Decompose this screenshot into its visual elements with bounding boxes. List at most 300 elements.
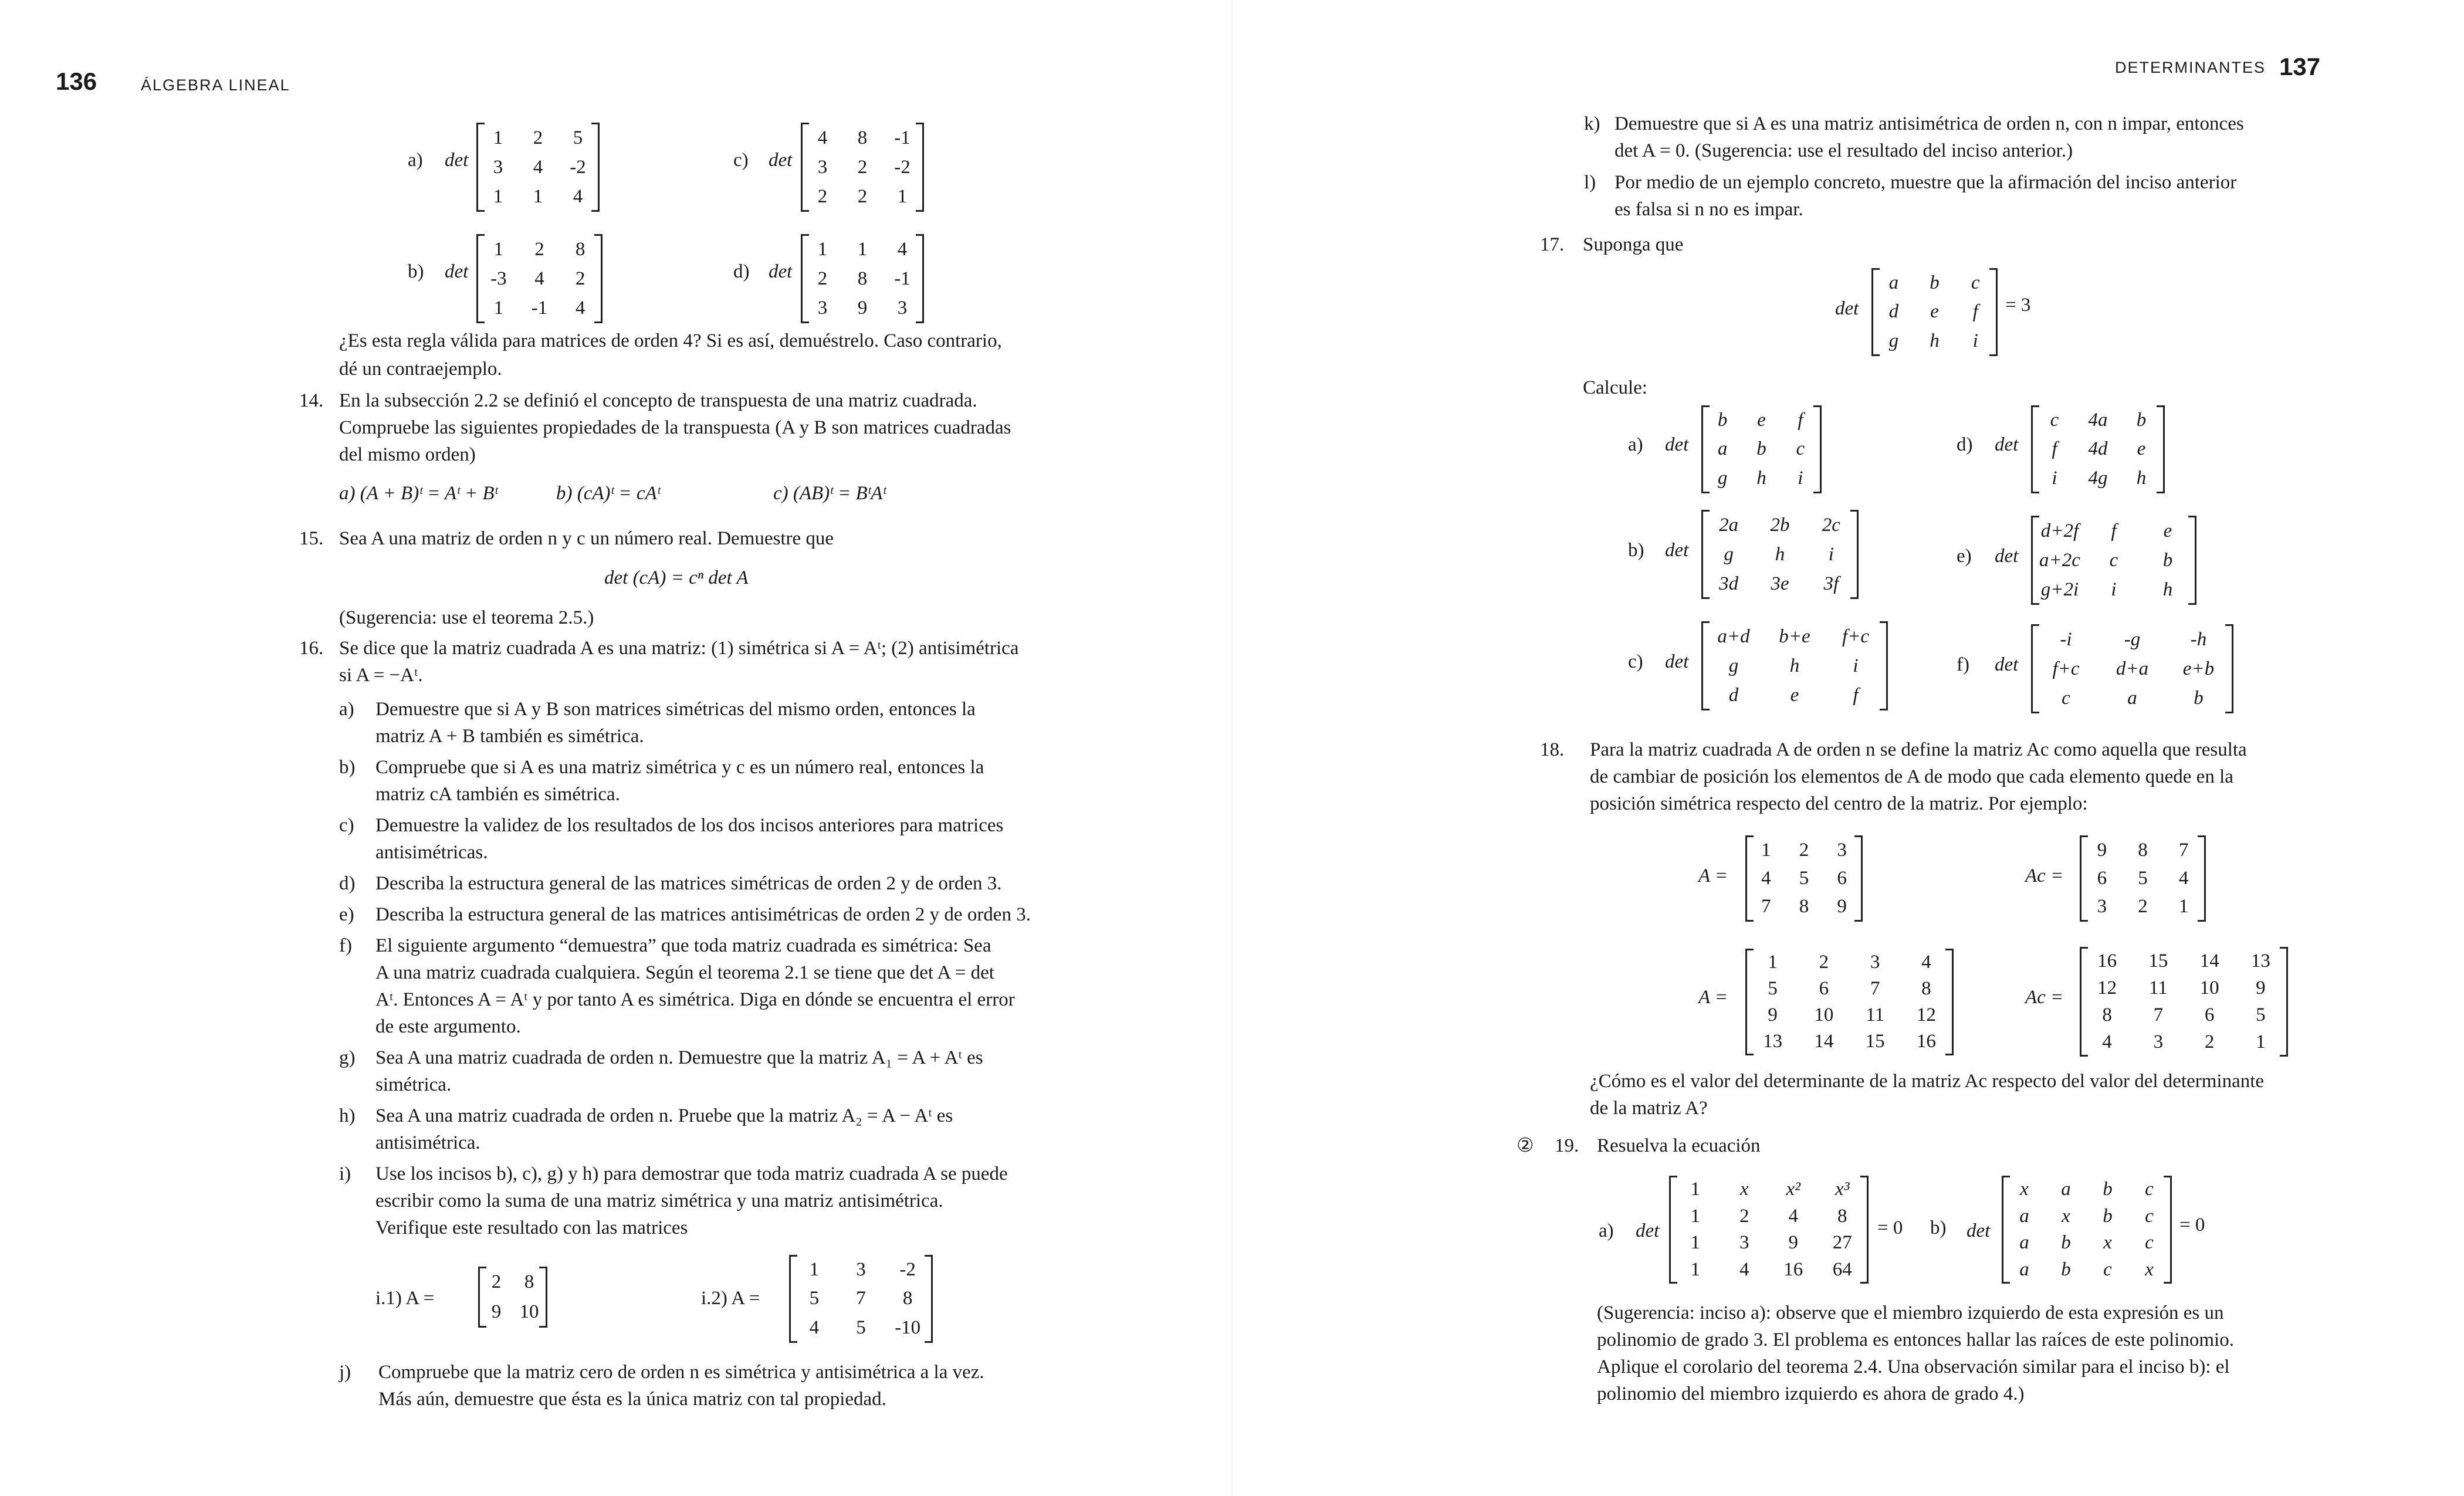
ex17b-matrix — [1701, 510, 1859, 598]
ex13b-matrix — [476, 235, 603, 323]
ex16l-label: l) — [1584, 172, 1596, 193]
ex19a-matrix — [1669, 1176, 1869, 1283]
ex17d-det: det — [1995, 434, 2019, 455]
ex18-A3-matrix — [1745, 836, 1863, 921]
matrix-cell: d+2f — [2040, 520, 2079, 541]
matrix-cell: 16 — [2097, 950, 2117, 972]
bracket-corner — [789, 1255, 797, 1257]
ex13a-label: a) — [408, 150, 423, 171]
ex16-item-line: escribir como la suma de una matriz simétrica y una matriz antisimétrica. — [375, 1190, 943, 1211]
matrix-cell: 2 — [575, 268, 585, 289]
matrix-cell: e — [1790, 684, 1799, 706]
matrix-cell: a+d — [1717, 625, 1750, 647]
bracket-corner — [1871, 354, 1880, 356]
ex16-item-line: Sea A una matriz cuadrada de orden n. Pruebe que la matriz A₂ = A − Aᵗ es — [375, 1105, 953, 1126]
bracket-corner — [1813, 405, 1822, 407]
matrix-cell: 13 — [1763, 1031, 1783, 1052]
bracket-corner — [1701, 709, 1710, 710]
matrix-cell: e — [2163, 520, 2172, 541]
ex13a-det: det — [445, 150, 469, 171]
left-running-head: ÁLGEBRA LINEAL — [141, 76, 290, 94]
bracket-corner — [2031, 516, 2039, 517]
matrix-cell: 3 — [1837, 839, 1847, 861]
ex18-line3: posición simétrica respecto del centro de la matriz. Por ejemplo: — [1590, 793, 2088, 814]
ex16-item-line: Verifique este resultado con las matrices — [375, 1217, 688, 1238]
matrix-cell: b — [2061, 1232, 2071, 1254]
matrix-cell: g — [1717, 467, 1728, 489]
left-page-number: 136 — [56, 67, 97, 95]
ex13d-matrix — [801, 235, 924, 323]
ex14-property-c: c) (AB)ᵗ = BᵗAᵗ — [773, 483, 886, 504]
bracket-corner — [801, 123, 809, 124]
bracket-corner — [1854, 920, 1863, 922]
bracket-corner — [591, 123, 600, 124]
ex17a-matrix — [1701, 406, 1822, 493]
matrix-cell: 4 — [817, 127, 828, 148]
bracket-corner — [1854, 835, 1863, 837]
matrix-cell: 3 — [493, 156, 503, 178]
matrix-cell: 10 — [2199, 977, 2219, 999]
ex16-number: 16. — [299, 638, 324, 659]
ex17f-matrix — [2031, 625, 2233, 713]
matrix-cell: 27 — [1832, 1232, 1852, 1254]
bracket-corner — [1701, 492, 1710, 493]
matrix-cell: a — [2019, 1232, 2029, 1254]
bracket-corner — [2164, 1282, 2172, 1284]
matrix-cell: 14 — [2199, 950, 2219, 972]
bracket-corner — [476, 210, 485, 212]
matrix-cell: 6 — [1819, 978, 1829, 999]
ex19-intro: Resuelva la ecuación — [1597, 1135, 1761, 1156]
matrix-cell: 8 — [902, 1288, 913, 1309]
bracket-corner — [478, 1326, 486, 1328]
matrix-cell: x — [2020, 1179, 2029, 1200]
ex16-item-label: a) — [339, 699, 354, 720]
matrix-cell: 1 — [817, 238, 828, 260]
ex16-item-line: Demuestre que si A y B son matrices simétricas del mismo orden, entonces la — [375, 699, 976, 720]
matrix-cell: 4 — [2102, 1031, 2112, 1053]
matrix-cell: 7 — [1870, 978, 1880, 999]
matrix-cell: f — [1798, 409, 1803, 431]
matrix-cell: 9 — [1768, 1004, 1778, 1025]
matrix-cell: -i — [2060, 628, 2072, 650]
matrix-cell: -1 — [894, 127, 911, 148]
matrix-cell: -3 — [490, 268, 507, 289]
matrix-cell: c — [2062, 687, 2070, 709]
ex18-question-line1: ¿Cómo es el valor del determinante de la matriz Ac respecto del valor del determinante — [1590, 1071, 2265, 1092]
ex13d-det: det — [769, 261, 793, 282]
bracket-corner — [2157, 492, 2165, 493]
ex13a-matrix — [476, 123, 600, 211]
bracket-corner — [2280, 1055, 2288, 1057]
ex19-hint-line1: (Sugerencia: inciso a): observe que el miembro izquierdo de esta expresión es un — [1597, 1302, 2224, 1324]
matrix-cell: i — [1828, 543, 1834, 565]
matrix-cell: 10 — [1814, 1004, 1834, 1025]
ex13c-matrix — [801, 123, 924, 211]
ex16-i2-matrix — [789, 1255, 933, 1342]
matrix-cell: i — [1853, 655, 1859, 676]
ex17a-det: det — [1665, 434, 1689, 455]
matrix-cell: e — [1930, 301, 1939, 323]
bracket-corner — [2080, 1055, 2088, 1057]
ex16-i1-matrix — [478, 1267, 547, 1327]
bracket-corner — [2198, 920, 2206, 922]
matrix-cell: 1 — [493, 185, 503, 207]
ex17d-label: d) — [1957, 434, 1973, 455]
ex16-j-label: j) — [339, 1362, 351, 1383]
bracket-corner — [2188, 603, 2196, 605]
matrix-cell: 1 — [1761, 839, 1771, 861]
bracket-corner — [2031, 712, 2039, 713]
matrix-cell: 1 — [897, 185, 908, 207]
matrix-cell: 16 — [1783, 1258, 1803, 1280]
matrix-cell: a — [2019, 1205, 2029, 1227]
ex13-question-line1: ¿Es esta regla válida para matrices de orden 4? Si es así, demuéstrelo. Caso contrario, — [339, 330, 1002, 351]
ex18-line1: Para la matriz cuadrada A de orden n se define la matriz Ac como aquella que resulta — [1590, 739, 2247, 760]
matrix-cell: b — [2194, 687, 2204, 709]
matrix-cell: 8 — [1837, 1205, 1847, 1227]
bracket-corner — [2080, 835, 2088, 837]
ex17b-label: b) — [1628, 540, 1644, 561]
page-gutter — [1232, 0, 1233, 1496]
matrix-cell: d — [1728, 684, 1739, 706]
matrix-cell: 7 — [2153, 1004, 2164, 1026]
matrix-cell: x³ — [1835, 1179, 1850, 1200]
matrix-cell: 12 — [1916, 1004, 1936, 1025]
ex19b-det: det — [1967, 1220, 1991, 1241]
matrix-cell: 3 — [897, 297, 908, 319]
ex16-item-label: d) — [339, 873, 356, 894]
matrix-cell: h — [1930, 330, 1940, 351]
ex17-given-det: det — [1835, 298, 1859, 319]
bracket-corner — [2031, 405, 2039, 407]
ex16-item-line: antisimétrica. — [375, 1132, 480, 1153]
bracket-corner — [925, 1341, 933, 1343]
matrix-cell: b — [2103, 1205, 2113, 1227]
ex14-line2: Compruebe las siguientes propiedades de la transpuesta (A y B son matrices cuadradas — [339, 417, 1011, 438]
bracket-corner — [916, 321, 924, 323]
matrix-cell: 9 — [491, 1301, 502, 1322]
matrix-cell: g+2i — [2040, 578, 2079, 600]
ex16-item-label: g) — [339, 1047, 356, 1068]
ex16k-line1: Demuestre que si A es una matriz antisimétrica de orden n, con n impar, entonces — [1615, 113, 2244, 134]
ex16-item-line: matriz A + B también es simétrica. — [375, 726, 644, 747]
ex16-item-line: El siguiente argumento “demuestra” que toda matriz cuadrada es simétrica: Sea — [375, 935, 991, 956]
bracket-corner — [1745, 920, 1754, 922]
matrix-cell: x — [2145, 1258, 2154, 1280]
matrix-cell: c — [2145, 1205, 2154, 1227]
matrix-cell: 1 — [493, 238, 504, 260]
ex14-line3: del mismo orden) — [339, 444, 476, 465]
ex16-j-line1: Compruebe que la matriz cero de orden n es simétrica y antisimétrica a la vez. — [378, 1362, 984, 1383]
ex16k-line2: det A = 0. (Sugerencia: use el resultado del inciso anterior.) — [1615, 140, 2073, 161]
matrix-cell: 16 — [1916, 1031, 1936, 1052]
matrix-cell: 1 — [2178, 896, 2189, 918]
matrix-cell: x — [1739, 1179, 1749, 1200]
ex16-line2: si A = −Aᵗ. — [339, 665, 423, 686]
bracket-corner — [2031, 492, 2039, 493]
matrix-cell: 5 — [2138, 867, 2148, 889]
bracket-corner — [1860, 1282, 1869, 1284]
right-page-number: 137 — [2279, 53, 2321, 80]
matrix-cell: c — [1971, 272, 1980, 294]
matrix-cell: 7 — [2178, 839, 2189, 861]
matrix-cell: x² — [1786, 1179, 1801, 1200]
matrix-cell: 8 — [857, 127, 868, 148]
bracket-corner — [2164, 1176, 2172, 1177]
matrix-cell: 4a — [2088, 409, 2108, 431]
ex13c-label: c) — [733, 150, 749, 171]
matrix-cell: 4 — [2178, 867, 2189, 889]
ex16-j-line2: Más aún, demuestre que ésta es la única matriz con tal propiedad. — [378, 1389, 886, 1410]
matrix-cell: i — [1972, 330, 1978, 351]
matrix-cell: 9 — [2256, 977, 2266, 999]
matrix-cell: -h — [2190, 628, 2207, 650]
matrix-cell: a — [2019, 1258, 2029, 1280]
ex14-line1: En la subsección 2.2 se definió el concepto de transpuesta de una matriz cuadrada. — [339, 390, 977, 411]
matrix-cell: -2 — [899, 1259, 916, 1281]
ex17e-det: det — [1995, 546, 2019, 567]
ex13d-label: d) — [733, 261, 750, 282]
matrix-cell: 2 — [534, 238, 544, 260]
matrix-cell: -10 — [895, 1316, 921, 1338]
bracket-corner — [1945, 949, 1954, 950]
bracket-corner — [539, 1326, 547, 1328]
matrix-cell: 4g — [2088, 467, 2108, 489]
matrix-cell: a — [1888, 272, 1899, 294]
ex16-item-line: antisimétricas. — [375, 842, 488, 863]
bracket-corner — [2080, 920, 2088, 922]
ex15-formula: det (cA) = cⁿ det A — [604, 567, 749, 588]
ex16-item-line: Use los incisos b), c), g) y h) para demostrar que toda matriz cuadrada A se puede — [375, 1163, 1008, 1184]
ex19-hint-line4: polinomio del miembro izquierdo es ahora de grado 4.) — [1597, 1383, 2025, 1404]
ex16-item-line: Sea A una matriz cuadrada de orden n. Demuestre que la matriz A₁ = A + Aᵗ es — [375, 1047, 983, 1068]
ex17-given-equals: = 3 — [2005, 295, 2031, 316]
ex17f-label: f) — [1957, 654, 1969, 675]
matrix-cell: 5 — [1768, 978, 1778, 999]
matrix-cell: -1 — [531, 297, 548, 319]
ex16-item-label: e) — [339, 904, 354, 925]
matrix-cell: 1 — [857, 238, 868, 260]
ex17c-det: det — [1665, 651, 1689, 672]
matrix-cell: e+b — [2182, 658, 2215, 679]
bracket-corner — [539, 1267, 547, 1268]
matrix-cell: 4 — [1761, 867, 1771, 889]
ex18-A4-matrix — [1745, 949, 1954, 1055]
matrix-cell: 2 — [817, 185, 828, 207]
bracket-corner — [1745, 1054, 1754, 1055]
ex16-item-line: Describa la estructura general de las matrices simétricas de orden 2 y de orden 3. — [375, 873, 1002, 894]
matrix-cell: 1 — [2256, 1031, 2266, 1053]
bracket-corner — [1945, 1054, 1954, 1055]
matrix-cell: c — [2103, 1258, 2112, 1280]
matrix-cell: -g — [2124, 628, 2141, 650]
matrix-cell: x — [2103, 1232, 2112, 1254]
ex16-i1-label: i.1) A = — [375, 1288, 435, 1309]
matrix-cell: 10 — [519, 1301, 539, 1322]
matrix-cell: 3 — [817, 297, 828, 319]
matrix-cell: 1 — [1690, 1205, 1700, 1227]
ex18-A4-label: A = — [1698, 987, 1728, 1008]
matrix-cell: 9 — [857, 297, 868, 319]
matrix-cell: 12 — [2097, 977, 2117, 999]
matrix-cell: g — [1888, 330, 1899, 351]
ex16-item-line: matriz cA también es simétrica. — [375, 784, 620, 805]
matrix-cell: c — [2109, 549, 2118, 571]
matrix-cell: 14 — [1814, 1031, 1834, 1052]
ex13b-label: b) — [408, 261, 424, 282]
bracket-corner — [1745, 949, 1754, 950]
matrix-cell: 6 — [1837, 867, 1847, 889]
matrix-cell: 5 — [2256, 1004, 2266, 1026]
bracket-corner — [1880, 709, 1888, 710]
ex16-item-line: Aᵗ. Entonces A = Aᵗ y por tanto A es simétrica. Diga en dónde se encuentra el error — [375, 989, 1015, 1010]
bracket-corner — [2198, 835, 2206, 837]
ex15-number: 15. — [299, 528, 324, 549]
matrix-cell: f — [2111, 520, 2117, 541]
matrix-cell: e — [2137, 438, 2146, 460]
ex16-item-line: simétrica. — [375, 1074, 452, 1095]
ex18-Ac4-label: Ac = — [2025, 987, 2064, 1008]
bracket-corner — [2188, 516, 2196, 517]
matrix-cell: 2 — [1819, 952, 1829, 973]
ex16-item-label: f) — [339, 935, 352, 956]
ex13b-det: det — [445, 261, 469, 282]
matrix-cell: 4 — [1921, 952, 1931, 973]
ex16-line1: Se dice que la matriz cuadrada A es una matriz: (1) simétrica si A = Aᵗ; (2) antisimétrica — [339, 638, 1019, 659]
matrix-cell: f+c — [2052, 658, 2080, 679]
bracket-corner — [1871, 268, 1880, 270]
bracket-corner — [2002, 1282, 2010, 1284]
ex17-calc: Calcule: — [1583, 377, 1647, 398]
matrix-cell: b — [2136, 409, 2147, 431]
ex18-line2: de cambiar de posición los elementos de A de modo que cada elemento quede en la — [1590, 766, 2233, 787]
matrix-cell: 8 — [2102, 1004, 2112, 1026]
matrix-cell: a+2c — [2039, 549, 2080, 571]
ex17a-label: a) — [1628, 434, 1643, 455]
matrix-cell: 2 — [533, 127, 543, 148]
matrix-cell: 2 — [1799, 839, 1809, 861]
matrix-cell: h — [2162, 578, 2173, 600]
matrix-cell: d+a — [2116, 658, 2149, 679]
matrix-cell: 5 — [809, 1288, 820, 1309]
ex16-item-line: A una matriz cuadrada cualquiera. Según el teorema 2.1 se tiene que det A = det — [375, 962, 994, 983]
matrix-cell: 7 — [1761, 896, 1771, 918]
ex16-item-line: Demuestre la validez de los resultados de los dos incisos anteriores para matrices — [375, 815, 1004, 836]
matrix-cell: 7 — [856, 1288, 866, 1309]
matrix-cell: 1 — [1690, 1179, 1700, 1200]
matrix-cell: 8 — [1921, 978, 1931, 999]
matrix-cell: h — [1789, 655, 1800, 676]
matrix-cell: i — [2052, 467, 2057, 489]
ex17e-label: e) — [1957, 546, 1972, 567]
bracket-corner — [789, 1341, 797, 1343]
ex14-property-b: b) (cA)ᵗ = cAᵗ — [556, 483, 661, 504]
ex16-item-label: b) — [339, 757, 356, 778]
matrix-cell: 4 — [897, 238, 908, 260]
matrix-cell: 15 — [2148, 950, 2168, 972]
ex18-Ac4-matrix — [2080, 947, 2288, 1056]
ex17e-matrix — [2031, 516, 2196, 604]
bracket-corner — [2280, 947, 2288, 949]
matrix-cell: 1 — [493, 297, 504, 319]
matrix-cell: b — [2103, 1179, 2113, 1200]
matrix-cell: 2 — [2204, 1031, 2215, 1053]
bracket-corner — [476, 234, 485, 236]
bracket-corner — [2080, 947, 2088, 949]
ex16-item-line: de este argumento. — [375, 1016, 521, 1037]
matrix-cell: 4 — [533, 156, 543, 178]
ex15-hint: (Sugerencia: use el teorema 2.5.) — [339, 607, 594, 628]
matrix-cell: 2 — [1739, 1205, 1749, 1227]
ex19a-equals: = 0 — [1877, 1217, 1903, 1238]
matrix-cell: c — [2145, 1232, 2154, 1254]
matrix-cell: 1 — [1690, 1258, 1700, 1280]
ex17-number: 17. — [1540, 234, 1565, 255]
matrix-cell: 8 — [2138, 839, 2148, 861]
matrix-cell: 2 — [857, 185, 868, 207]
matrix-cell: b — [2061, 1258, 2071, 1280]
bracket-corner — [2031, 603, 2039, 605]
bracket-corner — [594, 234, 603, 236]
ex13-question-line2: dé un contraejemplo. — [339, 358, 502, 380]
bracket-corner — [1701, 597, 1710, 599]
ex16-item-line: Compruebe que si A es una matriz simétrica y c es un número real, entonces la — [375, 757, 984, 778]
matrix-cell: b — [1756, 438, 1766, 460]
matrix-cell: h — [1756, 467, 1766, 489]
matrix-cell: 6 — [2097, 867, 2107, 889]
matrix-cell: b+e — [1779, 625, 1810, 647]
ex18-question-line2: de la matriz A? — [1590, 1098, 1708, 1119]
ex19-hint-line2: polinomio de grado 3. El problema es entonces hallar las raíces de este polinomio. — [1597, 1329, 2234, 1351]
bracket-corner — [1701, 621, 1710, 623]
bracket-corner — [594, 321, 603, 323]
ex19b-matrix — [2002, 1176, 2172, 1283]
matrix-cell: b — [1930, 272, 1940, 294]
ex17-given-matrix — [1871, 269, 1998, 356]
matrix-cell: 1 — [809, 1259, 820, 1281]
bracket-corner — [1989, 354, 1998, 356]
ex17c-matrix — [1701, 622, 1888, 710]
matrix-cell: 1 — [533, 185, 543, 207]
matrix-cell: -2 — [894, 156, 911, 178]
ex17-intro: Suponga que — [1583, 234, 1684, 255]
matrix-cell: 2a — [1719, 514, 1739, 536]
matrix-cell: 2b — [1770, 514, 1790, 536]
matrix-cell: 4 — [573, 185, 583, 207]
matrix-cell: f+c — [1842, 625, 1870, 647]
matrix-cell: 2 — [857, 156, 868, 178]
matrix-cell: 2 — [2138, 896, 2148, 918]
matrix-cell: 3d — [1719, 573, 1739, 594]
bracket-corner — [916, 123, 924, 124]
bracket-corner — [1745, 835, 1754, 837]
ex18-number: 18. — [1540, 739, 1565, 760]
matrix-cell: 64 — [1832, 1258, 1852, 1280]
ex19-number: 19. — [1555, 1135, 1579, 1156]
matrix-cell: f — [1972, 301, 1978, 323]
ex16l-line2: es falsa si n no es impar. — [1615, 199, 1803, 220]
matrix-cell: -1 — [894, 268, 911, 289]
matrix-cell: 3e — [1771, 573, 1789, 594]
ex19-marker: ② — [1517, 1135, 1534, 1156]
matrix-cell: d — [1888, 301, 1899, 323]
matrix-cell: c — [2145, 1179, 2154, 1200]
ex18-Ac3-matrix — [2080, 836, 2206, 921]
matrix-cell: 3 — [856, 1259, 866, 1281]
matrix-cell: 6 — [2204, 1004, 2215, 1026]
matrix-cell: 2 — [491, 1271, 502, 1292]
